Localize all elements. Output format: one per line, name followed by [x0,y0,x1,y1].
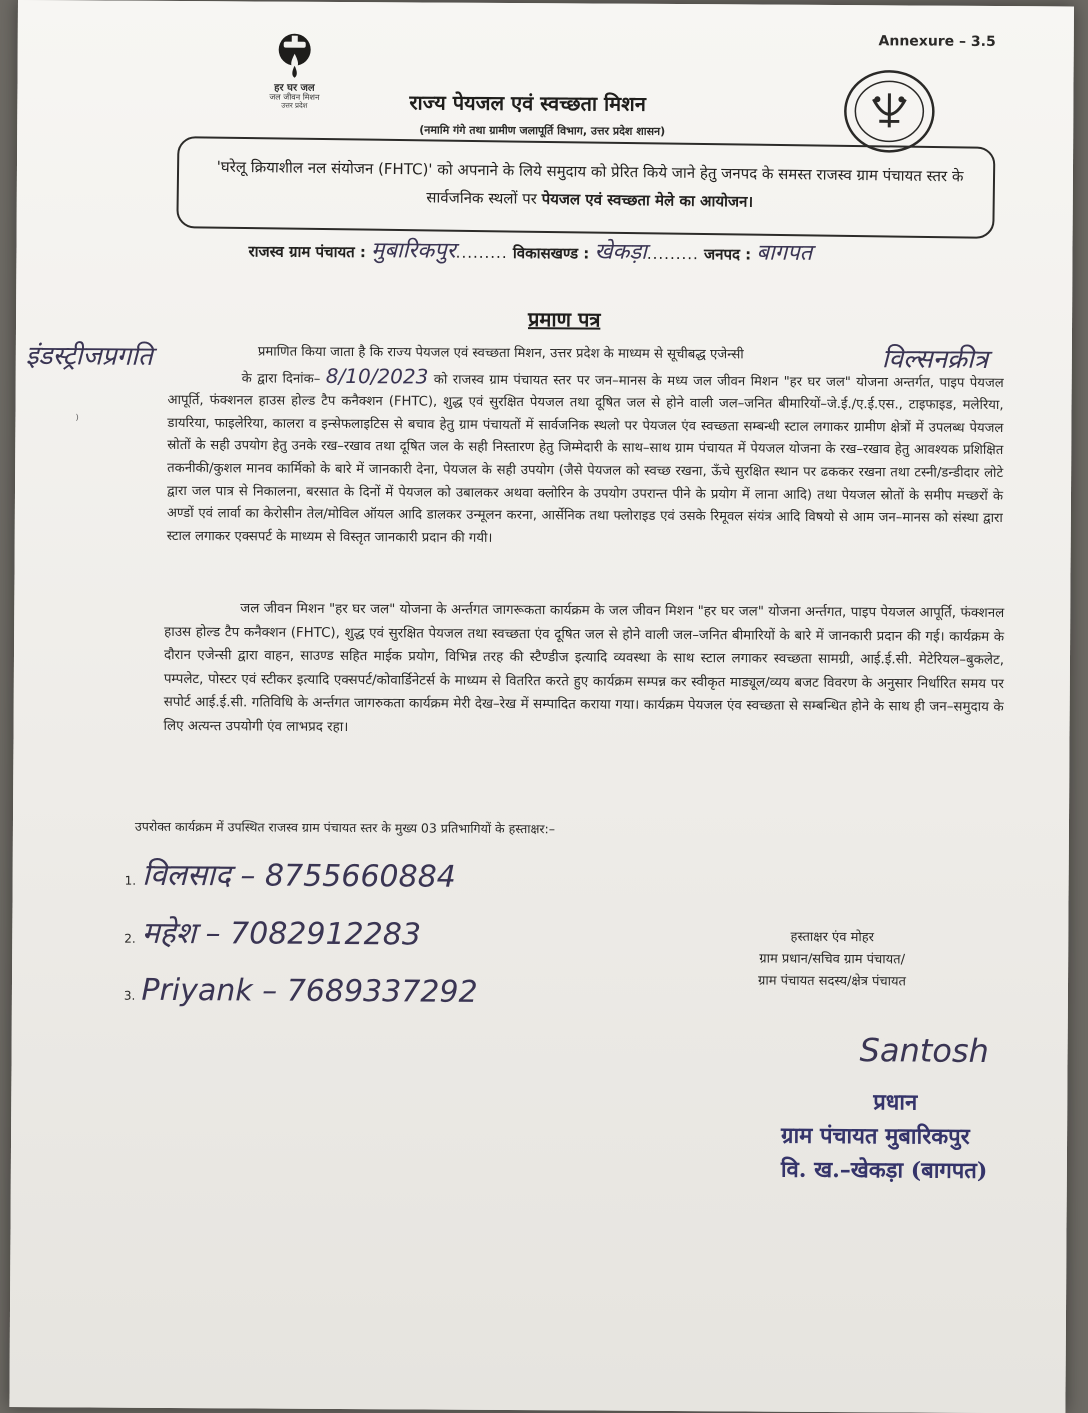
document-page: Annexure – 3.5 हर घर जल जल जीवन मिशन उत्तर प्रदेश राज्य पेयजल एवं स्वच्छता मिशन (नमामि गंगे तथा ग्रामीण जलापूर्ति विभाग, उत्तर प्रदेश शासन) 'घरेलू क्रियाशील नल संयोजन (FHTC)' को अपनाने के लिये समुदाय को प्रेरित किये जाने हेतु जनपद के समस्त राजस्व ग्राम पंचायत स्तर के सार्वजनिक स्थलों पर पेयजल एवं स्वच्छता मेले का आयोजन। राजस्व ग्राम पंचायत : मुबारिकपुर......... विकासखण्ड : खेकड़ा......... जनपद : बागपत प्रमाण पत्र इंडस्ट्रीजप्रगति विल्सनक्रीत्र ⁾ प्रमाणित किया जाता है कि राज्य पेयजल एवं स्वच्छता मिशन, उत्तर प्रदेश के माध्यम से सूचीबद्ध एजेन्सी के द्वारा दिनांक– 8/10/2023 को राजस्व ग्राम पंचायत स्तर पर जन–मानस के मध्य जल जीवन मिशन "हर घर जल" योजना अन्तर्गत, पाइप पेयजल आपूर्ति, फंक्शनल हाउस होल्ड टैप कनैक्शन (FHTC), शुद्ध एवं सुरक्षित पेयजल तथा दूषित जल से होने वाली जल–जनित बीमारियों–जे.ई./ए.ई.एस., टाइफाइड, मलेरिया, डायरिया, फाइलेरिया, कालरा व इन्सेफलाइटिस से बचाव हेतु ग्राम पंचायतों में सार्वजनिक स्थलो पर पेयजल एंव स्वच्छता सम्बन्धी स्टाल लगाकर ग्रामीण क्षेत्रों में उपलब्ध पेयजल स्रोतों के सही उपयोग हेतु उनके रख–रखाव तथा दूषित जल के सही निस्तारण हेतु जिम्मेदारी के साथ–साथ ग्राम पंचायत में पेयजल योजना के रख–रखाव हेतु आवश्यक प्रशिक्षित तकनीकी/कुशल मानव कार्मिको के बारे में जानकारी देना, पेयजल के सही उपयोग (जैसे पेयजल को स्वच्छ रखना, ऊँचे सुरक्षित स्थान पर ढककर रखना तथा टस्नी/डन्डीदार लोटे द्वारा जल पात्र से निकालना, बरसात के दिनों में पेयजल को उबालकर अथवा क्लोरिन के उपयोग उपरान्त पीने के प्रयोग में लाना आदि) तथा पेयजल स्रोतों के समीप मच्छरों के अण्डों एवं लार्वा का केरोसीन तेल/मोविल ऑयल आदि डालकर उन्मूलन करना, आर्सेनिक तथा फ्लोराइड एवं उसके रिमूवल संयंत्र आदि विषयो से आम जन–मानस को संस्था द्वारा स्टाल लगाकर एक्सपर्ट के माध्यम से विस्तृत जानकारी प्रदान की गयी। जल जीवन मिशन "हर घर जल" योजना के अर्न्तगत जागरूकता कार्यक्रम के जल जीवन मिशन "हर घर जल" योजना अर्न्तगत, पाइप पेयजल आपूर्ति, फंक्शनल हाउस होल्ड टैप कनैक्शन (FHTC), शुद्ध एवं सुरक्षित पेयजल तथा स्वच्छता एंव दूषित जल से होने वाली जल–जनित बीमारियों के बारे में जानकारी प्रदान की गई। कार्यक्रम के दौरान एजेन्सी द्वारा वाहन, साउण्ड सहित माईक प्रयोग, विभिन्न तरह की स्टैण्डीज इत्यादि व्यवस्था के साथ स्टाल लगाकर स्वच्छता सामग्री, आई.ई.सी. मेटेरियल–बुकलेट, पम्पलेट, पोस्टर एवं स्टीकर इत्यादि एक्सपर्ट/कोवार्डिनेटर्स के माध्यम से वितरित करते हुए कार्यक्रम सम्पन्न कर स्वीकृत माड्यूल/व्यय बजट विवरण के अनुसार निर्धारित समय पर सपोर्ट आई.ई.सी. गतिविधि के अर्न्तगत जागरुकता कार्यक्रम मेरी देख–रेख में सम्पादित कराया गया। कार्यक्रम पेयजल एंव स्वच्छता से सम्बन्धित होने के साथ ही जन–समुदाय के लिए अत्यन्त उपयोगी एंव लाभप्रद रहा। उपरोक्त कार्यक्रम में उपस्थित राजस्व ग्राम पंचायत स्तर के मुख्य 03 प्रतिभागियों के हस्ताक्षर:– 1. विलसाद – 8755660884 2. महेश – 7082912283 3. Priyank – 7689337292 हस्ताक्षर एंव मोहर ग्राम प्रधान/सचिव ग्राम पंचायत/ ग्राम पंचायत सदस्य/क्षेत्र पंचायत Santosh प्रधान ग्राम पंचायत मुबारिकपुर वि. ख.–खेकड़ा (बागपत) [9,0,1074,1413]
signature-line-1: हस्ताक्षर एंव मोहर [790,929,875,946]
annexure-label: Annexure – 3.5 [878,33,996,50]
agency-name-handwritten-right: विल्सनक्रीत्र [881,344,989,375]
event-heading-part1: 'घरेलू क्रियाशील नल संयोजन (FHTC)' को अपनाने के लिये समुदाय को प्रेरित किये जाने हेतु जनपद के समस्त राजस्व ग्राम पंचायत स्तर के सार्वजनिक स्थलों पर [216,157,964,208]
participant-number: 3. [123,988,136,1003]
certificate-title: प्रमाण पत्र [527,307,601,332]
participant-entry: महेश – 7082912283 [141,915,422,953]
uttar-pradesh-emblem [843,69,936,154]
uttar-pradesh-emblem-icon [843,69,936,154]
participant-number: 2. [124,931,136,946]
signature-instructions [702,926,962,994]
pradhan-seal-stamp [781,1085,1052,1189]
event-heading-part2: पेयजल एवं स्वच्छता मेले का आयोजन। [541,189,754,211]
logo-line-2: जल जीवन मिशन [269,92,320,102]
mission-subtitle: (नमामि गंगे तथा ग्रामीण जलापूर्ति विभाग, उत्तर प्रदेश शासन) [419,123,666,138]
seal-title: प्रधान [873,1089,918,1116]
participants-note: उपरोक्त कार्यक्रम में उपस्थित राजस्व ग्राम पंचायत स्तर के मुख्य 03 प्रतिभागियों के हस्ताक्षर:– [134,818,556,837]
participant-signature-1 [125,853,456,896]
gram-panchayat-value: मुबारिकपुर [371,238,456,264]
certificate-paragraph-2: जल जीवन मिशन "हर घर जल" योजना के अर्न्तगत जागरूकता कार्यक्रम के जल जीवन मिशन "हर घर जल" योजना अर्न्तगत, पाइप पेयजल आपूर्ति, फंक्शनल हाउस होल्ड टैप कनैक्शन (FHTC), शुद्ध एवं सुरक्षित पेयजल तथा स्वच्छता एंव दूषित जल से होने वाली जल–जनित बीमारियों के बारे में जानकारी प्रदान की गई। कार्यक्रम के दौरान एजेन्सी द्वारा वाहन, साउण्ड सहित माईक प्रयोग, विभिन्न तरह की स्टैण्डीज इत्यादि व्यवस्था के साथ स्टाल लगाकर स्वच्छता सामग्री, आई.ई.सी. मेटेरियल–बुकलेट, पम्पलेट, पोस्टर एवं स्टीकर इत्यादि एक्सपर्ट/कोवार्डिनेटर्स के माध्यम से वितरित करते हुए कार्यक्रम सम्पन्न कर स्वीकृत माड्यूल/व्यय बजट विवरण के अनुसार निर्धारित समय पर सपोर्ट आई.ई.सी. गतिविधि के अर्न्तगत जागरुकता कार्यक्रम मेरी देख–रेख में सम्पादित कराया गया। कार्यक्रम पेयजल एंव स्वच्छता से सम्बन्धित होने के साथ ही जन–समुदाय के लिए अत्यन्त उपयोगी एंव लाभप्रद रहा। [163,601,1005,735]
pradhan-signature: Santosh [859,1031,989,1070]
block-label: विकासखण्ड : [512,244,590,263]
event-date: 8/10/2023 [325,363,429,389]
signature-line-3: ग्राम पंचायत सदस्य/क्षेत्र पंचायत [757,973,907,990]
block-value: खेकड़ा [594,239,647,265]
signature-line-2: ग्राम प्रधान/सचिव ग्राम पंचायत/ [759,951,906,968]
participant-entry: विलसाद – 8755660884 [142,857,456,895]
district-value: बागपत [756,240,813,266]
participant-number: 1. [124,873,137,888]
logo-line-1: हर घर जल [274,82,315,94]
har-ghar-jal-logo [249,31,339,111]
gram-panchayat-label: राजस्व ग्राम पंचायत : [248,242,367,262]
mission-title: राज्य पेयजल एवं स्वच्छता मिशन [409,90,646,116]
district-label: जनपद : [703,245,752,264]
participant-signature-3 [124,973,478,1010]
event-heading [205,152,976,218]
agency-name-handwritten-left: इंडस्ट्रीजप्रगति [25,341,153,372]
para1-text-b: के द्वारा दिनांक– [241,370,321,387]
participant-entry: Priyank – 7689337292 [141,972,478,1010]
logo-line-3: उत्तर प्रदेश [281,101,308,110]
certificate-paragraph-1 [167,341,1004,553]
seal-line-2: ग्राम पंचायत मुबारिकपुर [780,1122,970,1150]
water-tap-icon [272,32,318,80]
participant-signature-2 [124,911,421,954]
location-line: राजस्व ग्राम पंचायत : मुबारिकपुर......... विकासखण्ड : खेकड़ा......... जनपद : बागपत [248,238,813,266]
para1-text-a: प्रमाणित किया जाता है कि राज्य पेयजल एवं स्वच्छता मिशन, उत्तर प्रदेश के माध्यम से सूचीबद्ध एजेन्सी [257,344,744,363]
seal-line-3: वि. ख.–खेकड़ा (बागपत) [780,1156,988,1184]
event-heading-box [176,136,995,239]
para1-text-c: को राजस्व ग्राम पंचायत स्तर पर जन–मानस के मध्य जल जीवन मिशन "हर घर जल" योजना अन्तर्गत, पाइप पेयजल आपूर्ति, फंक्शनल हाउस होल्ड टैप कनैक्शन (FHTC), शुद्ध एवं सुरक्षित पेयजल तथा दूषित जल से होने वाली जल–जनित बीमारियों–जे.ई./ए.ई.एस., टाइफाइड, मलेरिया, डायरिया, फाइलेरिया, कालरा व इन्सेफलाइटिस से बचाव हेतु ग्राम पंचायतों में सार्वजनिक स्थलो पर पेयजल एंव स्वच्छता सम्बन्धी स्टाल लगाकर ग्रामीण क्षेत्रों में उपलब्ध पेयजल स्रोतों के सही उपयोग हेतु उनके रख–रखाव तथा दूषित जल के सही निस्तारण हेतु जिम्मेदारी के साथ–साथ ग्राम पंचायत में पेयजल योजना के रख–रखाव हेतु आवश्यक प्रशिक्षित तकनीकी/कुशल मानव कार्मिको के बारे में जानकारी देना, पेयजल के सही उपयोग (जैसे पेयजल को स्वच्छ रखना, ऊँचे सुरक्षित स्थान पर ढककर रखना तथा टस्नी/डन्डीदार लोटे द्वारा जल पात्र से निकालना, बरसात के दिनों में पेयजल को उबालकर अथवा क्लोरिन के उपयोग उपरान्त पीने के प्रयोग में लाना आदि) तथा पेयजल स्रोतों के समीप मच्छरों के अण्डों एवं लार्वा का केरोसीन तेल/मोविल ऑयल आदि डालकर उन्मूलन करना, आर्सेनिक तथा फ्लोराइड एवं उसके रिमूवल संयंत्र आदि विषयो से आम जन–मानस को संस्था द्वारा स्टाल लगाकर एक्सपर्ट के माध्यम से विस्तृत जानकारी प्रदान की गयी। [166,372,1004,546]
